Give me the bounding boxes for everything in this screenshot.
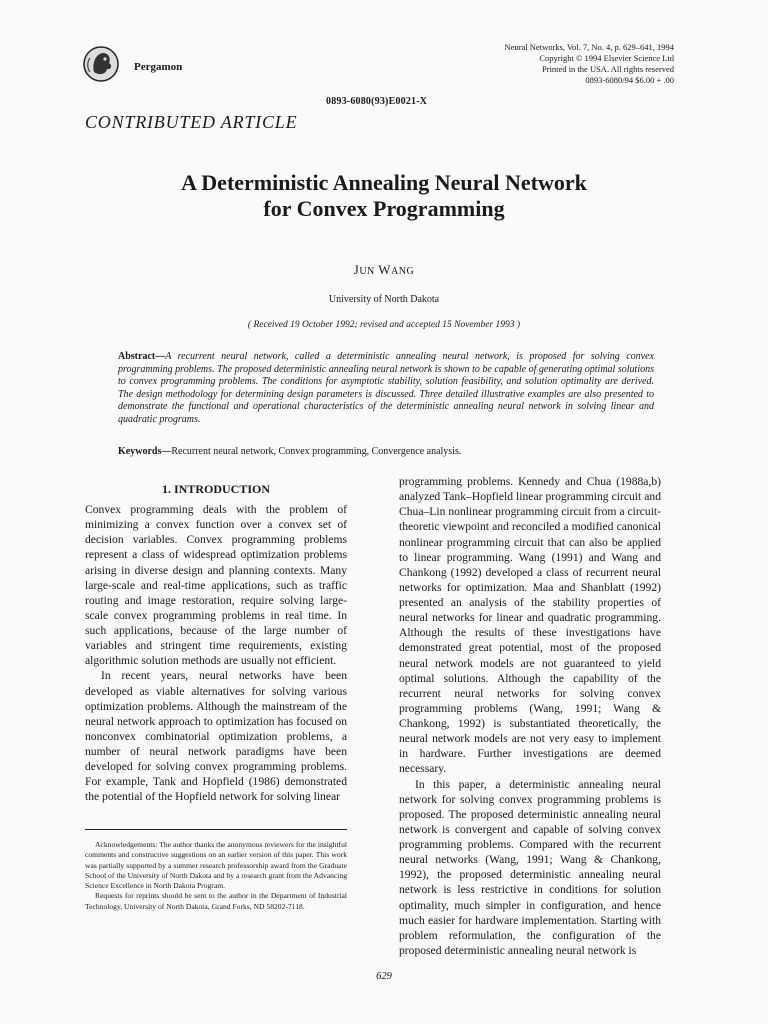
title-line: for Convex Programming (263, 196, 505, 221)
paper-title (110, 170, 658, 222)
author-initial: W (378, 262, 392, 277)
abstract-label: Abstract— (118, 351, 166, 362)
pergamon-logo-icon (82, 44, 120, 84)
article-type: CONTRIBUTED ARTICLE (85, 112, 298, 132)
doi: 0893-6080(93)E0021-X (326, 96, 428, 107)
affiliation: University of North Dakota (328, 294, 440, 305)
page-number: 629 (376, 971, 392, 982)
left-column (85, 502, 347, 805)
publisher-name: Pergamon (134, 61, 183, 73)
author-smallcaps: ANG (391, 266, 415, 277)
keywords (118, 446, 654, 457)
footnote-divider (85, 829, 347, 830)
author-name (0, 262, 768, 278)
author-initial: J (353, 262, 360, 277)
received-dates: ( Received 19 October 1992; revised and accepted 15 November 1993 ) (247, 320, 521, 330)
footnotes (85, 840, 347, 912)
right-column (399, 474, 661, 958)
paragraph: programming problems. Kennedy and Chua (1988a,b) analyzed Tank–Hopfield linear programming circuit and Chua–Lin nonlinear programming circuit from a circuit-theoretic viewpoint and reconciled a modified canonical nonlinear programming circuit that can also be applied to linear programming. Wang (1991) and Wang and Chankong (1992) developed a class of recurrent neural networks for optimization. Maa and Shanblatt (1992) presented an analysis of the stability properties of neural networks for linear and quadratic programming. Although the results of these investigations have demonstrated great potential, most of the proposed neural network models are not guaranteed to yield optimal solutions. Although the capability of the recurrent neural networks for solving convex programming problems (Wang, 1991; Wang & Chankong, 1992) is substantiated theoretically, the neural network models are not very easy to implement in hardware. Further investigations are deemed necessary. (399, 475, 661, 776)
journal-line: Neural Networks, Vol. 7, No. 4, p. 629–641, 1994 (504, 42, 674, 52)
section-heading: 1. INTRODUCTION (161, 482, 270, 496)
journal-citation (414, 42, 674, 86)
journal-line: Copyright © 1994 Elsevier Science Ltd (539, 53, 674, 63)
keywords-label: Keywords— (118, 446, 172, 457)
abstract (118, 351, 654, 427)
footnote: Acknowledgements: The author thanks the anonymous reviewers for the insightful comments and constructive suggestions on an earlier version of this paper. This work was partially supported by a summer research professorship award from the Graduate School of the University of North Dakota and by a research grant from the Advancing Science Excellence in North Dakota Program. (85, 840, 347, 891)
footnote: Requests for reprints should be sent to the author in the Department of Industrial Technology, University of North Dakota, Grand Forks, ND 58202-7118. (85, 891, 347, 911)
journal-line: 0893-6080/94 $6.00 + .00 (585, 75, 674, 85)
keywords-text: Recurrent neural network, Convex programming, Convergence analysis. (171, 446, 462, 457)
journal-line: Printed in the USA. All rights reserved (542, 64, 674, 74)
paragraph: In recent years, neural networks have been developed as viable alternatives for solving various optimization problems. Although the mainstream of the neural network approach to optimization has focused on nonconvex combinatorial optimization problems, a number of neural network paradigms have been developed for solving convex programming problems. For example, Tank and Hopfield (1986) demonstrated the potential of the Hopfield network for solving linear (85, 669, 347, 804)
author-smallcaps: UN (359, 266, 375, 277)
abstract-text: A recurrent neural network, called a deterministic annealing neural network, is proposed for solving convex programming problems. The proposed deterministic annealing neural network is shown to be capable of generating optimal solutions to convex programming problems. The conditions for asymptotic stability, solution feasibility, and solution optimality are derived. The design methodology for determining design parameters is discussed. Three detailed illustrative examples are also presented to demonstrate the functional and operational characteristics of the deterministic annealing neural network in solving linear and quadratic programs. (118, 351, 654, 425)
paragraph: In this paper, a deterministic annealing neural network for solving convex programming problems is proposed. The proposed deterministic annealing neural network is convergent and capable of solving convex programming problems. Compared with the recurrent neural networks (Wang, 1991; Wang & Chankong, 1992), the proposed deterministic annealing neural network is less restrictive in conditions for solution optimality, much simpler in configuration, and hence much easier for hardware implementation. Starting with problem reformulation, the configuration of the proposed deterministic annealing neural network is (399, 777, 661, 957)
paragraph: Convex programming deals with the problem of minimizing a convex function over a convex set of decision variables. Convex programming problems represent a class of widespread optimization problems arising in diverse design and planning contexts. Many large-scale and real-time applications, such as traffic routing and image restoration, require solving large-scale convex programming problems in real time. In such applications, because of the large number of variables and stringent time requirements, existing algorithmic solution methods are usually not efficient. (85, 503, 347, 668)
title-line: A Deterministic Annealing Neural Network (181, 170, 587, 195)
